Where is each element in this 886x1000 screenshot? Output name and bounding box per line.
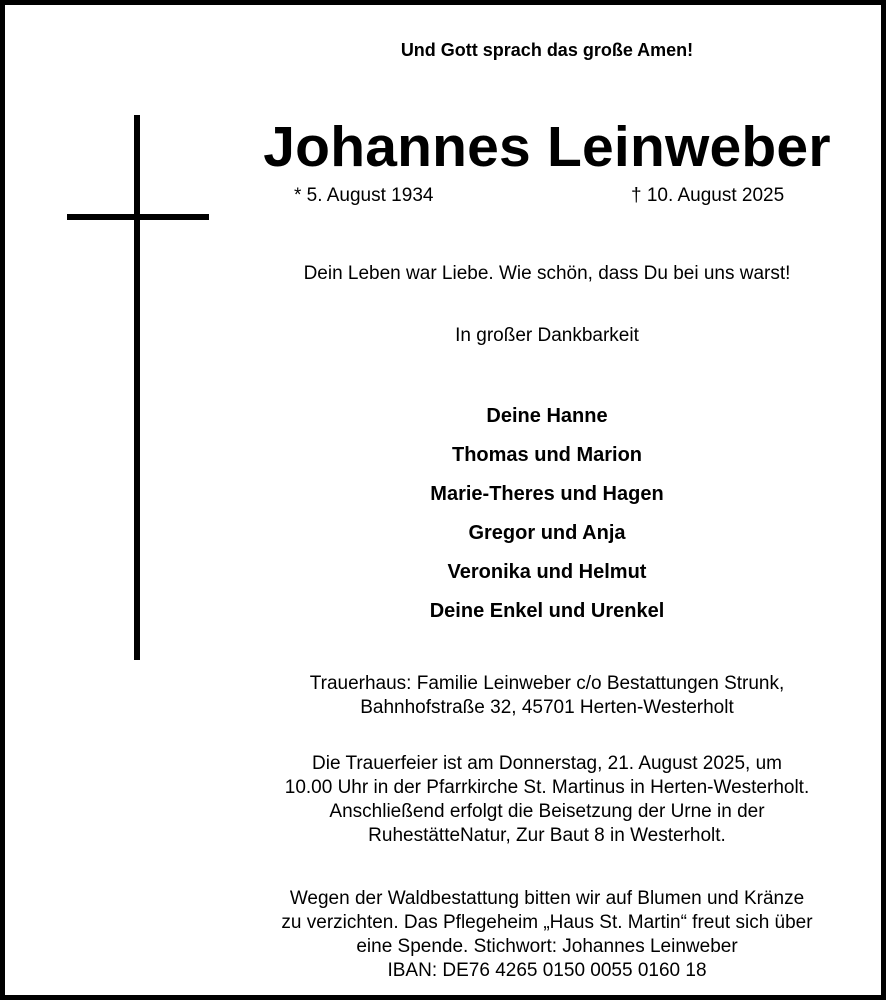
birth-date: * 5. August 1934 [294,185,434,206]
deceased-name: Johannes Leinweber [263,115,831,179]
family-member: Gregor und Anja [468,522,626,544]
funeral-service-info [227,752,867,848]
family-list [227,401,867,635]
address-line: Bahnhofstraße 32, 45701 Herten-Westerholt [360,697,734,718]
donation-line: Wegen der Waldbestattung bitten wir auf Blumen und Kränze [289,888,805,909]
donation-info [227,887,867,983]
cross-vertical-bar [134,115,140,660]
cross-horizontal-bar [67,214,209,220]
family-member: Deine Enkel und Urenkel [429,600,665,622]
family-member: Deine Hanne [486,405,608,427]
service-line: Anschließend erfolgt die Beisetzung der Urne in der [329,801,765,822]
address-line: Trauerhaus: Familie Leinweber c/o Bestattungen Strunk, [309,673,785,694]
service-line: 10.00 Uhr in der Pfarrkirche St. Martinus in Herten-Westerholt. [284,777,810,798]
mourning-house-address [227,672,867,720]
motto: Und Gott sprach das große Amen! [400,40,694,60]
family-member: Marie-Theres und Hagen [430,483,664,505]
service-line: RuhestätteNatur, Zur Baut 8 in Westerholt. [368,825,726,846]
donation-line: zu verzichten. Das Pflegeheim „Haus St. Martin“ freut sich über [281,912,813,933]
family-member: Veronika und Helmut [447,561,647,583]
death-date: † 10. August 2025 [631,185,785,206]
iban-line: IBAN: DE76 4265 0150 0055 0160 18 [387,960,707,981]
gratitude-line: In großer Dankbarkeit [455,325,639,346]
service-line: Die Trauerfeier ist am Donnerstag, 21. August 2025, um [312,753,782,774]
memorial-quote: Dein Leben war Liebe. Wie schön, dass Du bei uns warst! [303,263,791,284]
family-member: Thomas und Marion [452,444,642,466]
donation-line: eine Spende. Stichwort: Johannes Leinweber [356,936,738,957]
